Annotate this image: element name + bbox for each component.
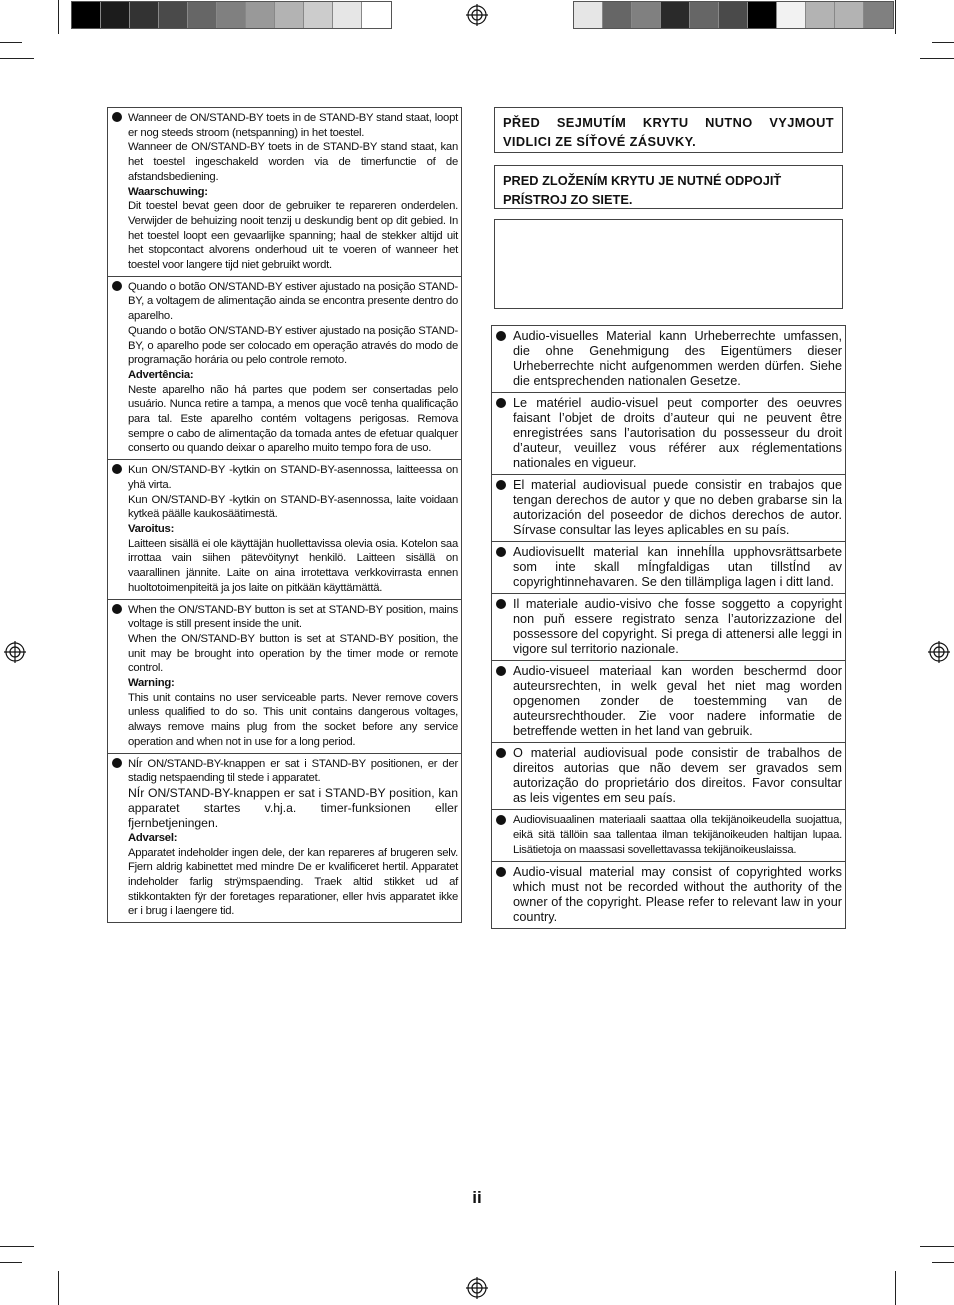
crop-mark [932,42,954,43]
bullet-icon [112,281,122,291]
warning-text: Apparatet indeholder ingen dele, der kan repareres af brugeren selv. Fjern aldrig kabinettet med mindre De er kvalificeret hertil. Apparatet indeholder farlig strÿmspaending. Traek altid stikket ud af stikkontakten fÿr der foretages reparationer, eller hvis apparatet ikke er i brug i laengere tid. [128,846,458,918]
registration-mark-icon [466,1277,488,1299]
color-swatch [661,2,690,28]
standby-text: Kun ON/STAND-BY -kytkin on STAND-BY-asennossa, laite voidaan kytkeä päälle kaukosäätimestä. [128,493,458,521]
standby-text: Quando o botão ON/STAND-BY estiver ajustado na posição STAND-BY, a voltagem de alimentação ainda se encontra presente dentro do aparelho. [128,280,458,323]
color-swatch [690,2,719,28]
color-bar-right [573,1,894,29]
copyright-text: Audio-visual material may consist of copyrighted works which must not be recorded without the authority of the owner of the copyright. Please refer to relevant law in your country. [513,865,842,924]
standby-text: Quando o botão ON/STAND-BY estiver ajustado na posição STAND-BY, o aparelho pode ser colocado em operação através do modo de programação horária ou pelo controle remoto. [128,324,458,367]
color-swatch [574,2,603,28]
color-swatch [333,2,362,28]
crop-mark [0,58,34,59]
color-swatch [806,2,835,28]
copyright-text: Le matériel audio-visuel peut comporter des oeuvres faisant l’objet de droits d’auteur qui ne peuvent être enregistrées sans l’autorisation du possesseur du droit d’auteur, veuillez vous référer aux réglementations nationales en vigueur. [513,396,842,470]
cover-warning-sk [494,165,843,209]
copyright-notice-en [492,861,845,928]
color-swatch [217,2,246,28]
crop-mark [58,0,59,34]
copyright-notice-nl [492,660,845,742]
copyright-notice-de [492,326,845,392]
bullet-icon [496,331,506,341]
color-swatch [304,2,333,28]
color-swatch [275,2,304,28]
copyright-notice-sv [492,541,845,593]
copyright-notice-it [492,593,845,660]
bullet-icon [112,464,122,474]
color-swatch [632,2,661,28]
bullet-icon [496,815,506,825]
warning-heading: Advarsel: [128,831,178,844]
bullet-icon [496,398,506,408]
bullet-icon [112,604,122,614]
warning-heading: Advertência: [128,368,194,381]
crop-mark [920,1246,954,1247]
warning-heading: Varoitus: [128,522,175,535]
color-swatch [835,2,864,28]
standby-text: Kun ON/STAND-BY -kytkin on STAND-BY-asennossa, laitteessa on yhä virta. [128,464,458,491]
copyright-text: Audiovisuaalinen materiaali saattaa olla tekijänoikeudella suojattua, eikä sitä tällöin saa tallentaa ilman tekijänoikeuden haltijan lupaa. Lisätietoja on maassasi sovellettavassa tekijänoikeuslaissa. [513,814,842,856]
bullet-icon [496,748,506,758]
crop-mark [0,1246,34,1247]
page-number: ii [472,1188,482,1207]
standby-text: NÍr ON/STAND-BY-knappen er sat i STAND-BY positionen, er der stadig netspaending til stede i apparatet. [128,757,458,785]
empty-box [494,219,843,309]
standby-text: Wanneer de ON/STAND-BY toets in de STAND-BY stand staat, loopt er nog steeds stroom (netspanning) in het toestel. [128,112,458,139]
registration-mark-icon [466,4,488,26]
standby-warning-nl [108,108,461,276]
registration-mark-icon [4,641,26,663]
copyright-text: O material audiovisual pode consistir de trabalhos de direitos autorias que não devem ser gravados sem autorização do proprietário dos direitos. Favor consultar as leis vigentes em seu país. [513,746,842,805]
warning-text: Laitteen sisällä ei ole käyttäjän huollettavissa olevia osia. Kotelon saa irrottaa vain siihen pätevöitynyt henkilö. Laitteen sisällä on vaarallinen jännite. Laite on aina irrotettava verkkovirrasta ennen huoltotoimenpiteitä ja jos laite on pitkään käyttämättä. [128,537,458,594]
crop-mark [0,42,22,43]
standby-warning-pt [108,276,461,459]
bullet-icon [496,599,506,609]
color-swatch [246,2,275,28]
warning-text: Dit toestel bevat geen door de gebruiker te repareren onderdelen. Verwijder de behuizing nooit tenzij u deskundig bent op dit gebied. In het toestel loopt een gevaarlijke spanning; haal de stekker altijd uit het stopcontact alvorens onderhoud uit te voeren of wanneer het toestel voor langere tijd niet gebruikt wordt. [128,200,458,272]
color-swatch [864,2,893,28]
color-swatch [72,2,101,28]
copyright-text: Il materiale audio-visivo che fosse soggetto a copyright non puň essere registrato senza l’autorizzazione del possessore del copyright. Si prega di attenersi alle leggi in vigore sul territorio nazionale. [513,597,842,656]
cover-warning-cz [494,107,843,153]
standby-warning-fi [108,459,461,598]
copyright-text: El material audiovisual puede consistir en trabajos que tengan derechos de autor y que no deben grabarse sin la autorización del poseedor de dichos derechos de autor. Sírvase consultar las leyes aplicables en su país. [513,478,842,537]
crop-mark [895,0,896,34]
cover-warning-text: PŘED SEJMUTÍM KRYTU NUTNO VYJMOUT VIDLICI ZE SÍŤOVÉ ZÁSUVKY. [503,115,834,149]
warning-text: Neste aparelho não há partes que podem ser consertadas pelo usuário. Nunca retire a tampa, a menos que você tenha qualificação para tal. Este aparelho contém voltagens perigosas. Remova sempre o cabo de alimentação da tomada antes de efetuar qualquer conserto ou quando deixar o aparelho muito tempo fora de uso. [128,383,458,455]
color-swatch [603,2,632,28]
bullet-icon [496,666,506,676]
cover-warning-text: PRED ZLOŽENÍM KRYTU JE NUTNÉ ODPOJIŤ PRÍSTROJ ZO SIETE. [503,173,782,207]
standby-warning-da [108,753,461,923]
bullet-icon [112,758,122,768]
standby-text: Wanneer de ON/STAND-BY toets in de STAND-BY stand staat, kan het toestel ingeschakeld worden via de timerfunctie of de afstandsbediening. [128,141,458,183]
crop-mark [0,1262,22,1263]
color-swatch [719,2,748,28]
standby-text: NÍr ON/STAND-BY-knappen er sat i STAND-BY position, kan apparatet startes v.hj.a. timer-funksionen eller fjernbetjeningen. [128,785,458,830]
crop-mark [58,1271,59,1305]
copyright-notice-pt [492,742,845,809]
copyright-notice-es [492,474,845,541]
crop-mark [895,1271,896,1305]
color-swatch [362,2,391,28]
copyright-text: Audio-visueel materiaal kan worden beschermd door auteursrechten, in welk geval het niet mag worden opgenomen zonder de toestemming van de auteursrechthouder. Zie voor nadere informatie de betreffende wetten in het land van gebruik. [513,664,842,738]
warning-heading: Waarschuwing: [128,185,208,198]
crop-mark [932,1262,954,1263]
color-swatch [101,2,130,28]
color-swatch [777,2,806,28]
warning-heading: Warning: [128,677,175,690]
crop-mark [920,58,954,59]
color-swatch [130,2,159,28]
color-swatch [748,2,777,28]
standby-warning-en [108,599,461,753]
registration-mark-icon [928,641,950,663]
color-swatch [188,2,217,28]
copyright-text: Audiovisuellt material kan innehÍlla upphovsrättsarbete som inte skall mÍngfaldigas utan tillstÍnd av copyrightinnehavaren. Se den tillämpliga lagen i ditt land. [513,545,842,589]
standby-text: When the ON/STAND-BY button is set at STAND-BY position, mains voltage is still present inside the unit. [128,603,458,631]
bullet-icon [496,480,506,490]
copyright-text: Audio-visuelles Material kann Urheberrechte umfassen, die ohne Genehmigung des Eigentümers dieser Urheberrechte nicht aufgenommen werden dürfen. Siehe die entsprechenden nationalen Gesetze. [513,329,842,388]
bullet-icon [496,547,506,557]
color-swatch [159,2,188,28]
warning-text: This unit contains no user serviceable parts. Never remove covers unless qualified to do so. This unit contains dangerous voltages, always remove mains plug from the socket before any service operation and when not in use for a long period. [128,691,458,748]
bullet-icon [112,112,122,122]
copyright-notices-column [491,325,846,929]
color-bar-left [71,1,392,29]
bullet-icon [496,867,506,877]
copyright-notice-fi [492,809,845,861]
standby-warnings-column [107,107,462,923]
standby-text: When the ON/STAND-BY button is set at STAND-BY position, the unit may be brought into operation by the timer mode or remote control. [128,632,458,675]
copyright-notice-fr [492,392,845,474]
